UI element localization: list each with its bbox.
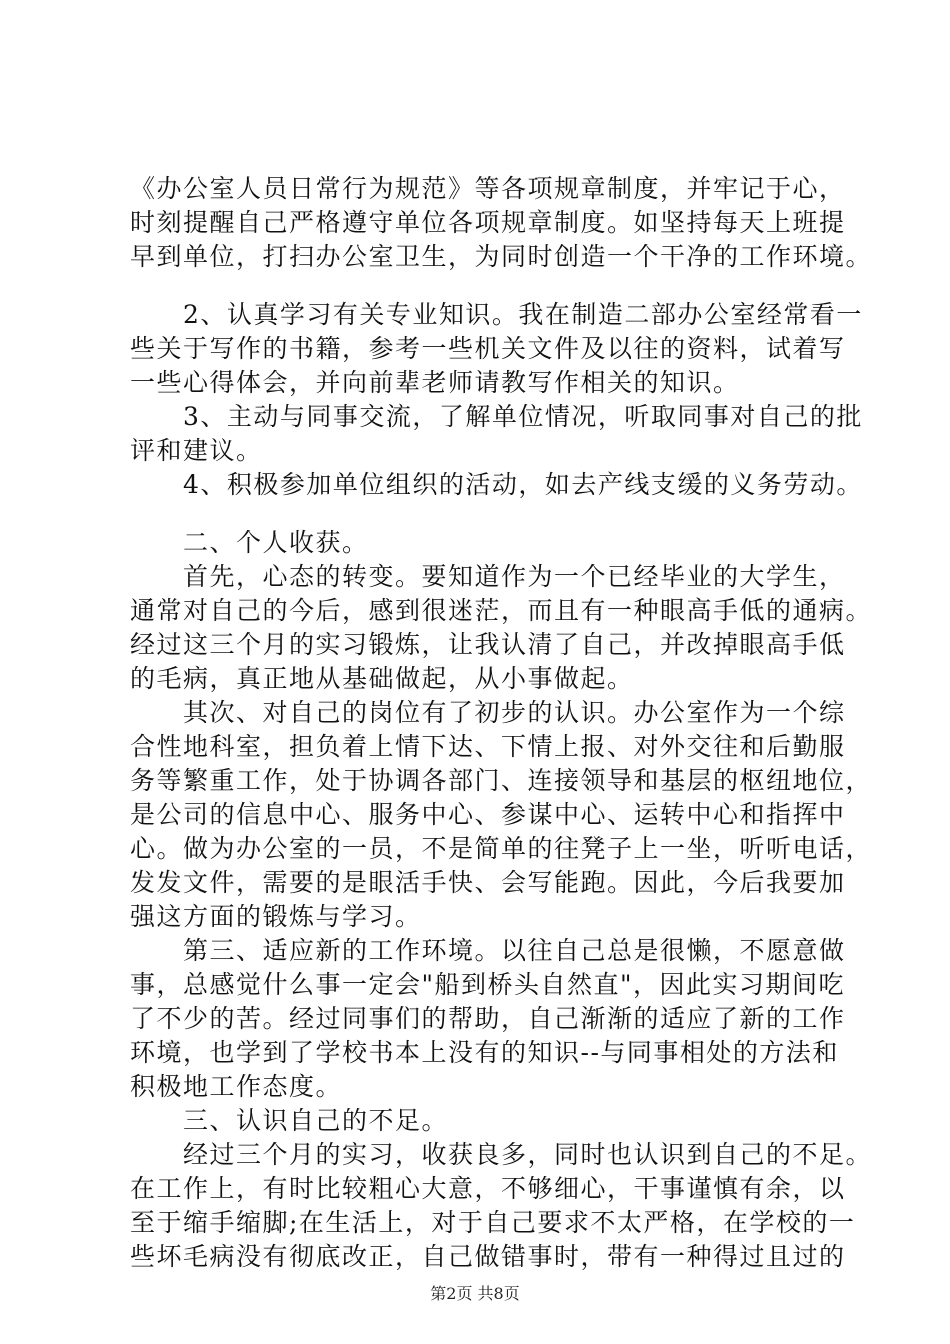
page-number-footer: 第2页 共8页 — [430, 1284, 520, 1303]
body-text-line: 务等繁重工作，处于协调各部门、连接领导和基层的枢纽地位， — [130, 766, 873, 795]
body-text-line: 了不少的苦。经过同事们的帮助，自己渐渐的适应了新的工作 — [130, 1004, 846, 1033]
body-text-line: 第三、适应新的工作环境。以往自己总是很懒，不愿意做 — [130, 936, 846, 965]
section-heading: 三、认识自己的不足。 — [130, 1106, 449, 1135]
body-text-line: 些坏毛病没有彻底改正，自己做错事时，带有一种得过且过的 — [130, 1242, 846, 1271]
body-text-line: 些关于写作的书籍，参考一些机关文件及以往的资料，试着写 — [130, 334, 846, 363]
body-text-line: 4、积极参加单位组织的活动，如去产线支缓的义务劳动。 — [130, 470, 863, 499]
body-text-line: 的毛病，真正地从基础做起，从小事做起。 — [130, 664, 634, 693]
body-text-line: 强这方面的锻炼与学习。 — [130, 902, 422, 931]
body-text-line: 事，总感觉什么事一定会"船到桥头自然直"，因此实习期间吃 — [130, 970, 846, 999]
body-text-line: 首先，心态的转变。要知道作为一个已经毕业的大学生， — [130, 562, 846, 591]
body-text-line: 心。做为办公室的一员，不是简单的往凳子上一坐，听听电话， — [130, 834, 873, 863]
body-text-line: 合性地科室，担负着上情下达、下情上报、对外交往和后勤服 — [130, 732, 846, 761]
body-text-line: 经过三个月的实习，收获良多，同时也认识到自己的不足。 — [130, 1140, 873, 1169]
body-text-line: 在工作上，有时比较粗心大意，不够细心，干事谨慎有余，以 — [130, 1174, 846, 1203]
body-text-line: 评和建议。 — [130, 436, 263, 465]
body-text-line: 积极地工作态度。 — [130, 1072, 343, 1101]
body-text-line: 一些心得体会，并向前辈老师请教写作相关的知识。 — [130, 368, 740, 397]
body-text-line: 通常对自己的今后，感到很迷茫，而且有一种眼高手低的通病。 — [130, 596, 873, 625]
body-text-line: 3、主动与同事交流，了解单位情况，听取同事对自己的批 — [130, 402, 863, 431]
body-text-line: 《办公室人员日常行为规范》等各项规章制度，并牢记于心， — [130, 174, 846, 203]
body-text-line: 至于缩手缩脚;在生活上，对于自己要求不太严格，在学校的一 — [130, 1208, 856, 1237]
body-text-line: 经过这三个月的实习锻炼，让我认清了自己，并改掉眼高手低 — [130, 630, 846, 659]
body-text-line: 早到单位，打扫办公室卫生，为同时创造一个干净的工作环境。 — [130, 242, 873, 271]
body-text-line: 2、认真学习有关专业知识。我在制造二部办公室经常看一 — [130, 300, 863, 329]
section-heading: 二、个人收获。 — [130, 528, 369, 557]
body-text-line: 时刻提醒自己严格遵守单位各项规章制度。如坚持每天上班提 — [130, 208, 846, 237]
body-text-line: 其次、对自己的岗位有了初步的认识。办公室作为一个综 — [130, 698, 846, 727]
body-text-line: 是公司的信息中心、服务中心、参谋中心、运转中心和指挥中 — [130, 800, 846, 829]
body-text-line: 环境，也学到了学校书本上没有的知识--与同事相处的方法和 — [130, 1038, 839, 1067]
body-text-line: 发发文件，需要的是眼活手快、会写能跑。因此，今后我要加 — [130, 868, 846, 897]
